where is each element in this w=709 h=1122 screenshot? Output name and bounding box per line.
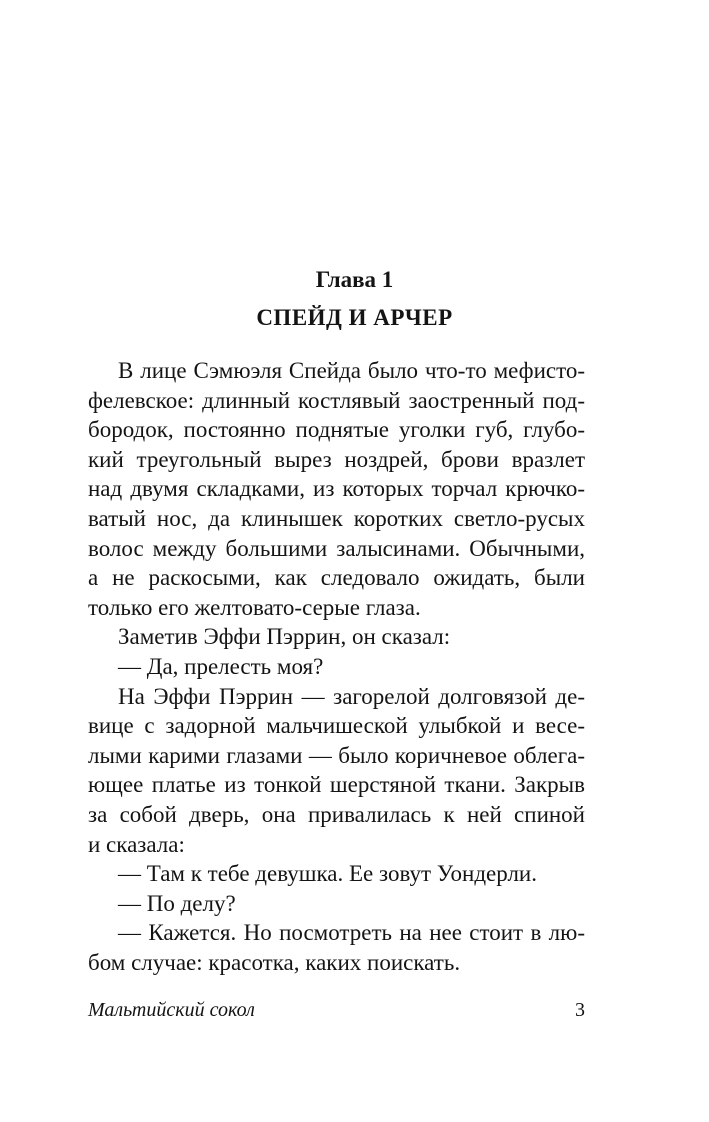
running-footer-title: Мальтийский сокол: [88, 999, 255, 1021]
text-line: и сказала:: [88, 831, 185, 857]
text-line: только его желтовато-серые глаза.: [88, 594, 421, 620]
text-line: — Там к тебе девушка. Ее зовут Уондерли.: [118, 861, 537, 887]
text-line: вице с задорной мальчишеской улыбкой и весе-: [88, 713, 585, 739]
text-line: — По делу?: [118, 890, 236, 916]
text-line: волос между большими залысинами. Обычными,: [88, 535, 585, 561]
text-line: бородок, постоянно поднятые уголки губ, глубо-: [88, 417, 585, 443]
text-line: бом случае: красотка, каких поискать.: [88, 949, 461, 975]
body-text: [88, 356, 585, 977]
text-line: Заметив Эффи Пэррин, он сказал:: [118, 624, 451, 650]
text-line: ющее платье из тонкой шерстяной ткани. Закрыв: [88, 772, 585, 798]
text-line: В лице Сэмюэля Спейда было что-то мефисто-: [118, 358, 585, 383]
text-line: — Да, прелесть моя?: [118, 653, 324, 679]
text-line: лыми карими глазами — было коричневое облега-: [88, 742, 585, 768]
chapter-number: Глава 1: [315, 267, 394, 292]
text-line: ватый нос, да клинышек коротких светло-русых: [88, 505, 585, 531]
page-number: 3: [575, 999, 585, 1021]
text-line: На Эффи Пэррин — загорелой долговязой де-: [118, 683, 585, 709]
text-line: за собой дверь, она привалилась к ней спиной: [88, 801, 585, 827]
text-line: а не раскосыми, как следовало ожидать, были: [88, 565, 585, 591]
text-line: фелевское: длинный костлявый заостренный под-: [88, 387, 585, 413]
text-line: кий треугольный вырез ноздрей, брови вразлет: [88, 446, 585, 472]
text-line: над двумя складками, из которых торчал крючко-: [88, 476, 585, 502]
text-line: — Кажется. Но посмотреть на нее стоит в лю-: [118, 920, 585, 946]
chapter-title: СПЕЙД И АРЧЕР: [256, 305, 453, 330]
